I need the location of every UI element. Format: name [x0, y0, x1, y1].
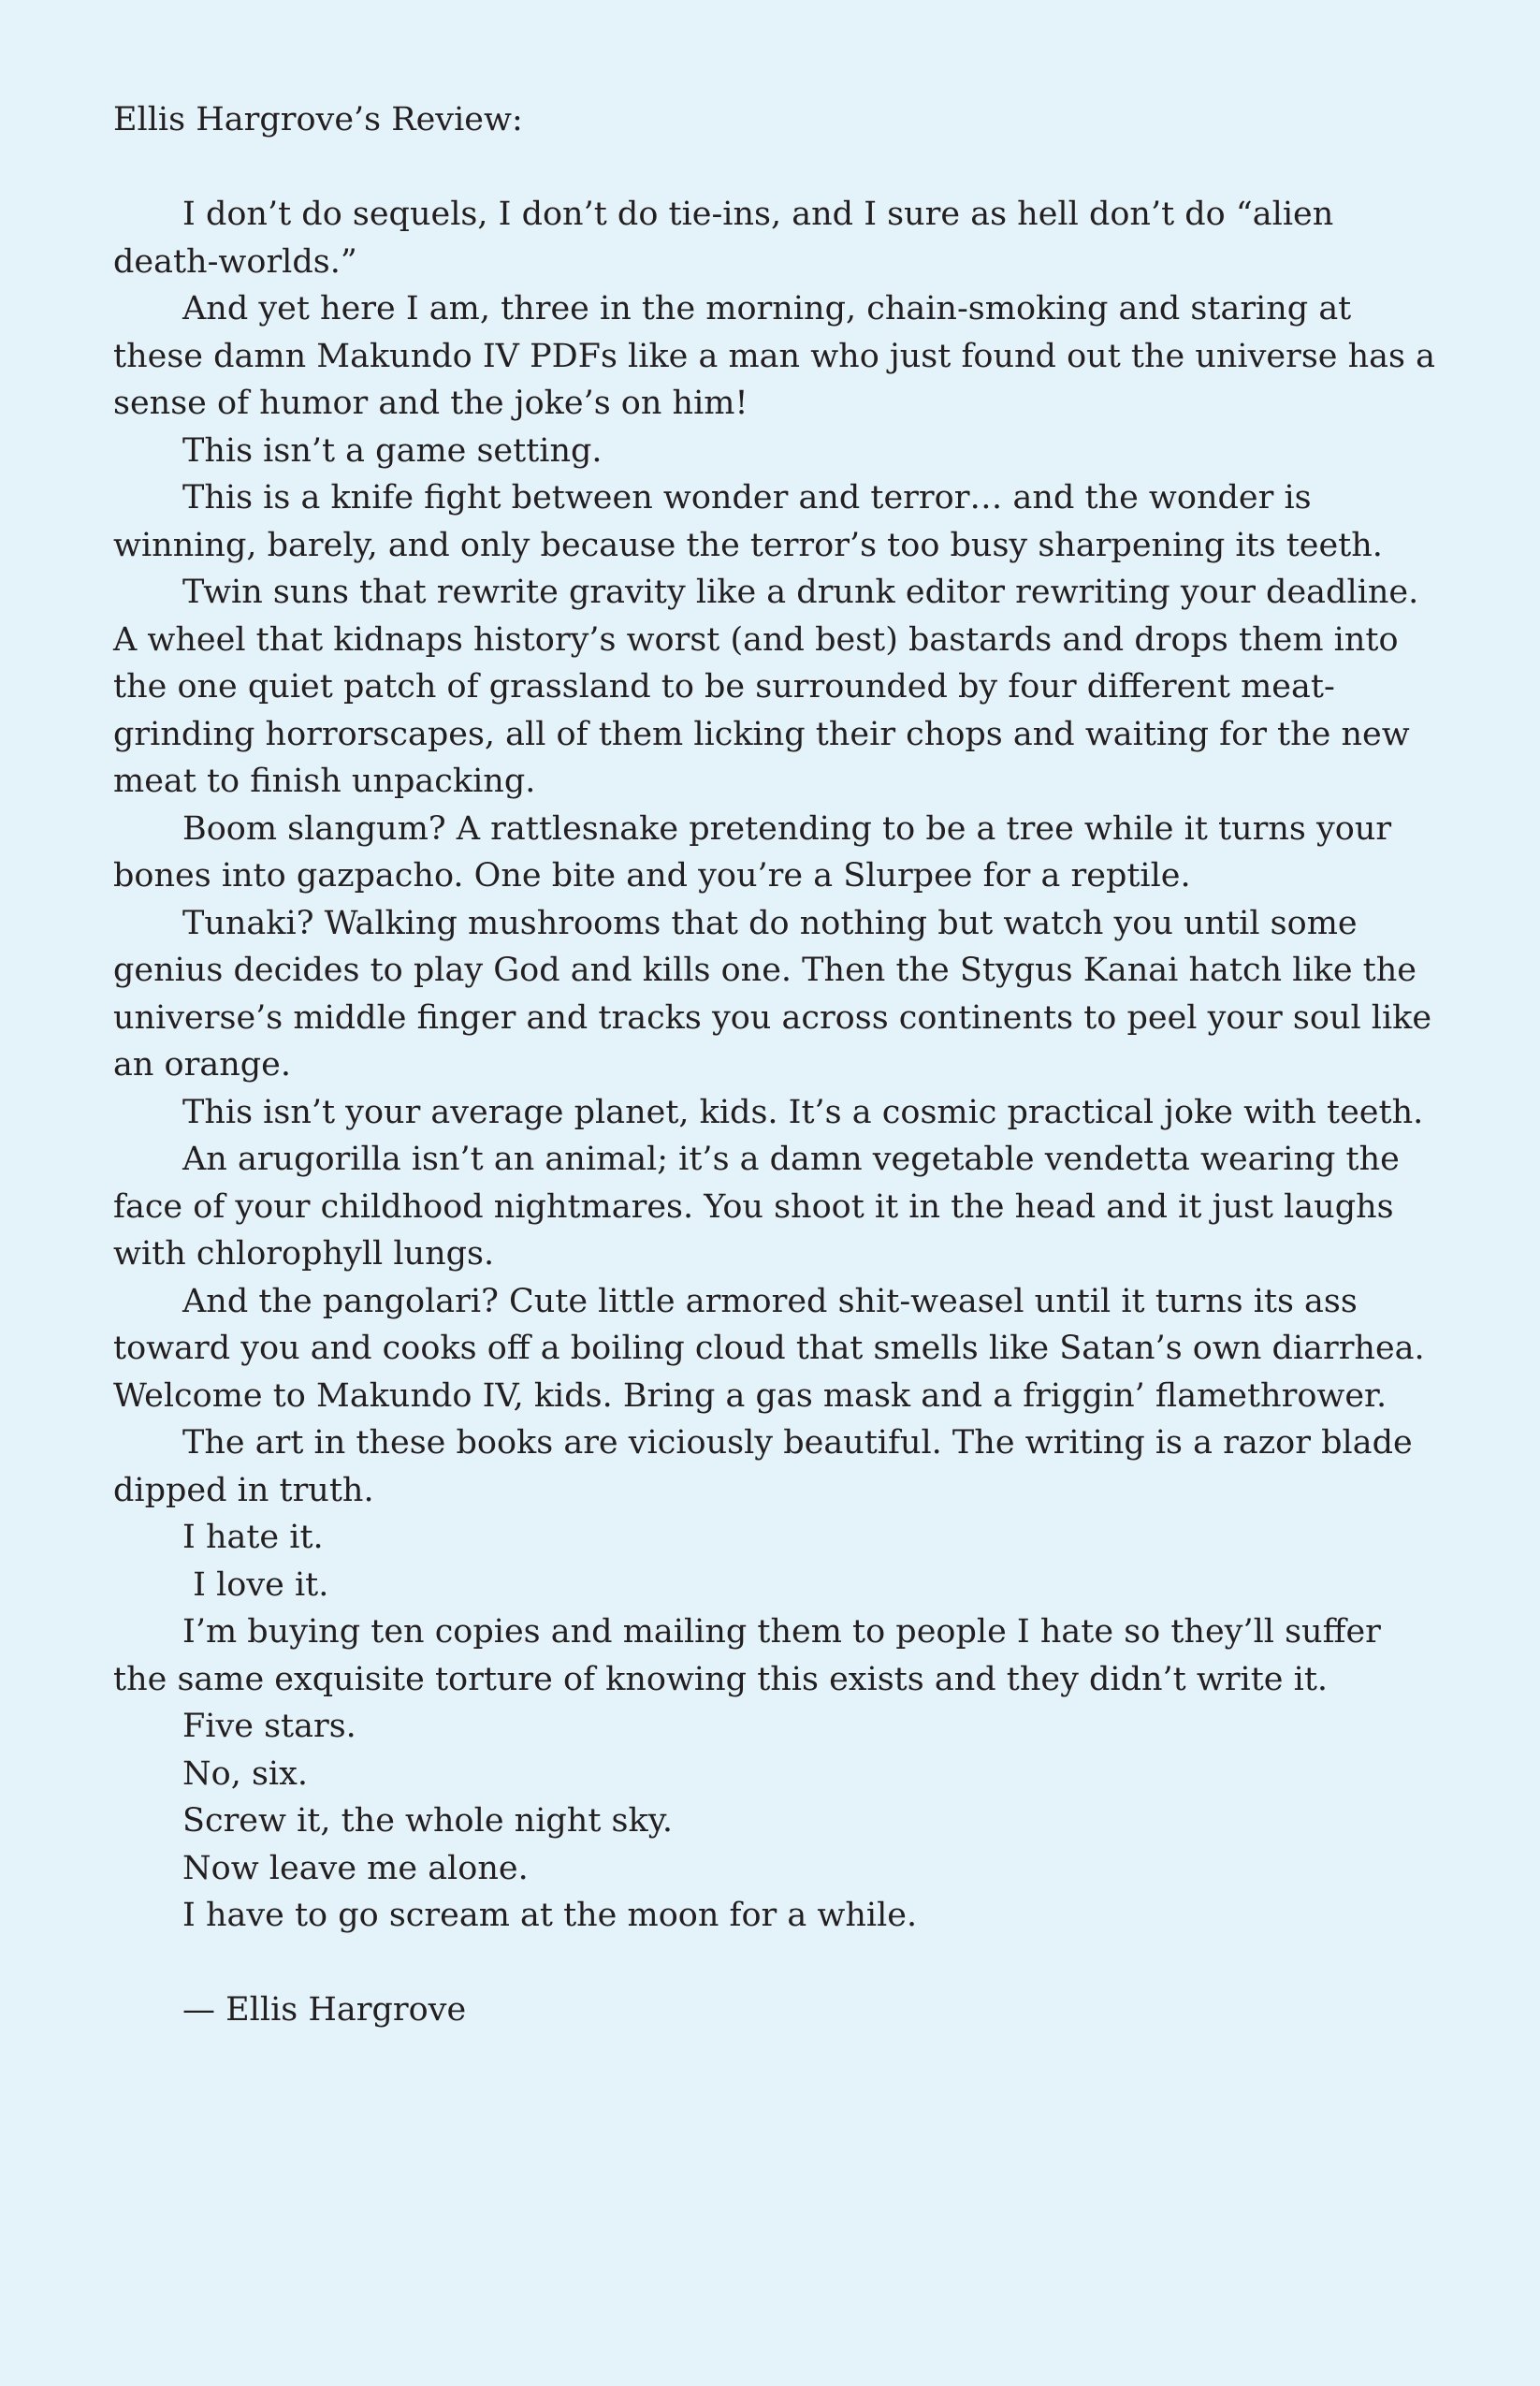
review-paragraph: I have to go scream at the moon for a while.: [182, 1897, 918, 1934]
spacer: [113, 144, 1442, 192]
review-paragraph: I hate it.: [182, 1519, 324, 1556]
review-paragraph: This isn’t a game setting.: [182, 431, 603, 470]
review-paragraph: I’m buying ten copies and mailing them to people I hate so they’ll suffer the same exquisite torture of knowing this exists and they didn’t write it.: [113, 1613, 1392, 1698]
review-paragraph: Boom slangum? A rattlesnake pretending to be a tree while it turns your bones into gazpacho. One bite and you’re a Slurpee for a reptile.: [113, 809, 1402, 895]
review-paragraph: No, six.: [182, 1754, 308, 1793]
review-page: [113, 96, 1446, 2034]
review-paragraph: The art in these books are viciously beautiful. The writing is a razor blade dipped in truth.: [113, 1424, 1423, 1509]
review-paragraph: An arugorilla isn’t an animal; it’s a damn vegetable vendetta wearing the face of your childhood nightmares. You shoot it in the head and it just laughs with chlorophyll lungs.: [113, 1141, 1411, 1273]
review-paragraph: Twin suns that rewrite gravity like a drunk editor rewriting your deadline. A wheel that kidnaps history’s worst (and best) bastards and drops them into the one quiet patch of grassland to be surrounded by four different meat-grinding horrorscapes, all of them licking their chops and waiting for the new meat to finish unpacking.: [113, 574, 1430, 800]
review-paragraph: Tunaki? Walking mushrooms that do nothing but watch you until some genius decides to play God and kills one. Then the Stygus Kanai hatch like the universe’s middle finger and tracks you across continents to peel your soul like an orange.: [113, 904, 1443, 1084]
review-signature: — Ellis Hargrove: [182, 1991, 467, 2029]
review-body: [113, 191, 1446, 1940]
review-paragraph: I don’t do sequels, I don’t do tie-ins, and I sure as hell don’t do “alien death-worlds.”: [113, 196, 1344, 281]
review-paragraph: Now leave me alone.: [182, 1849, 529, 1887]
review-heading: Ellis Hargrove’s Review:: [113, 101, 523, 138]
review-paragraph: This is a knife fight between wonder and terror… and the wonder is winning, barely, and only because the terror’s too busy sharpening its teeth.: [113, 479, 1383, 564]
review-paragraph: And yet here I am, three in the morning, chain-smoking and staring at these damn Makundo IV PDFs like a man who just found out the universe has a sense of humor and the joke’s on him!: [113, 290, 1446, 422]
spacer: [113, 1940, 1442, 1987]
review-paragraph: And the pangolari? Cute little armored shit-weasel until it turns its ass toward you and cooks off a boiling cloud that smells like Satan’s own diarrhea. Welcome to Makundo IV, kids. Bring a gas mask and a friggin’ flamethrower.: [113, 1282, 1435, 1415]
review-paragraph: Screw it, the whole night sky.: [182, 1802, 673, 1840]
review-paragraph: Five stars.: [182, 1708, 356, 1745]
review-paragraph: I love it.: [182, 1565, 329, 1604]
review-paragraph: This isn’t your average planet, kids. It’s a cosmic practical joke with teeth.: [182, 1093, 1424, 1131]
